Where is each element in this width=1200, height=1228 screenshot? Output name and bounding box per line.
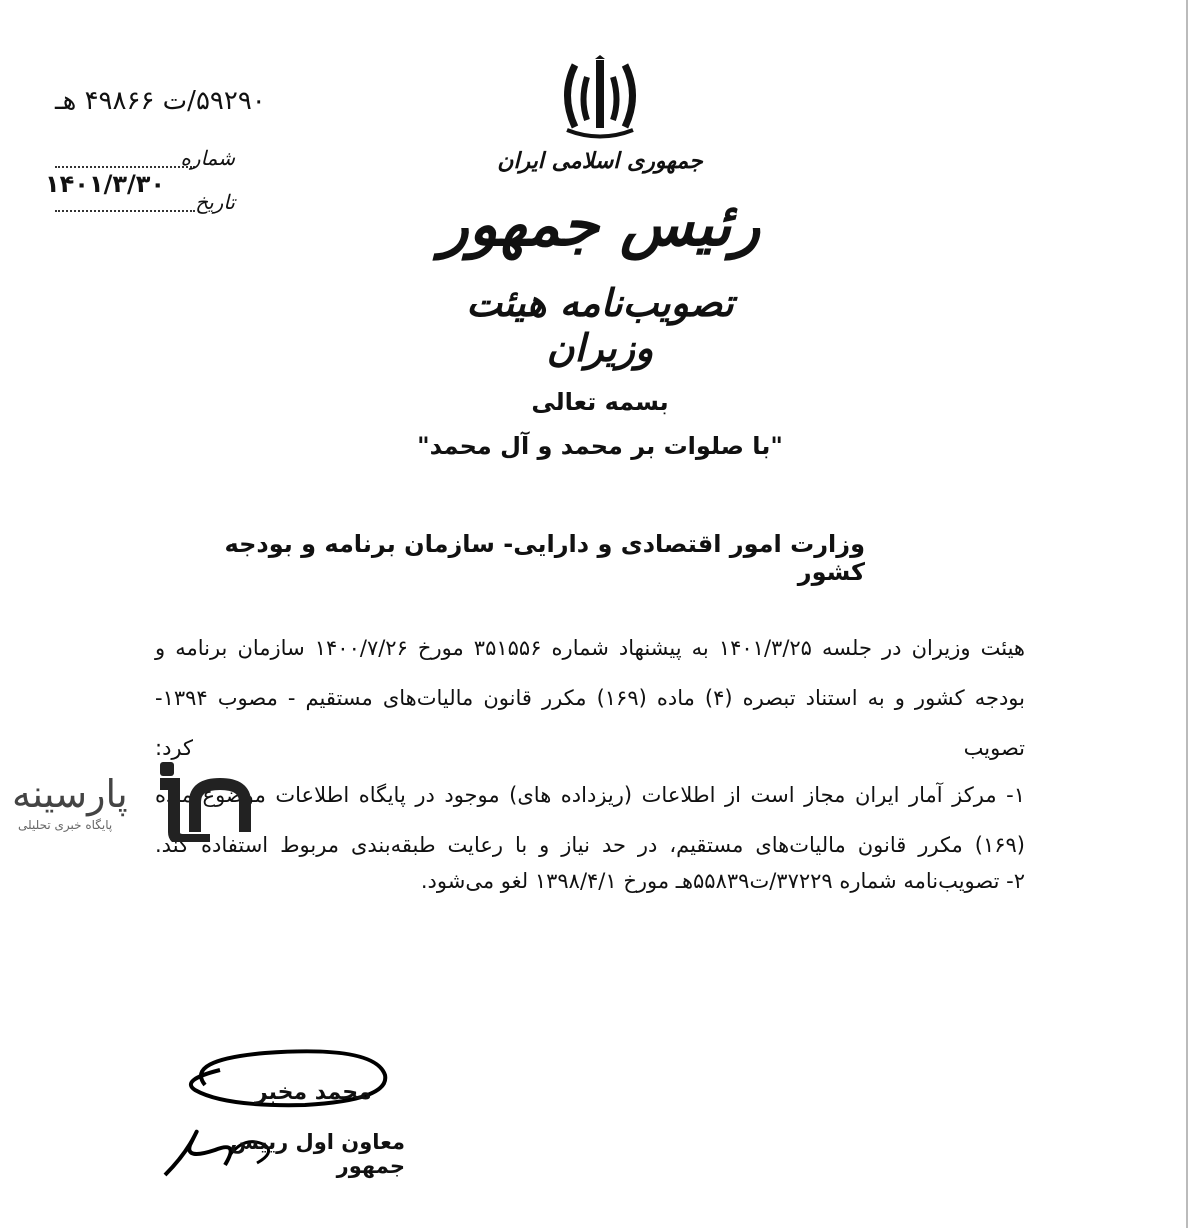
document-type: تصویب‌نامه هیئت وزیران [466,280,734,370]
date-value: ۱۴۰۱/۳/۳۰ [45,170,166,198]
iran-emblem-icon [555,55,645,140]
clause-2: ۲- تصویب‌نامه شماره ۳۷۲۲۹/ت۵۵۸۳۹هـ مورخ ۱۳۹۸/۴/۱ لغو می‌شود. [420,869,1025,893]
watermark-logo-icon [150,762,260,842]
number-row [55,146,235,172]
date-row [55,190,235,216]
watermark-name: پارسینه [12,772,128,816]
number-label: شماره [180,146,235,170]
scan-edge-line [1186,0,1188,1228]
bismillah: بسمه تعالی [531,388,669,416]
salawat: "با صلوات بر محمد و آل محمد" [417,432,783,460]
watermark-tagline: پایگاه خبری تحلیلی [18,818,113,832]
signer-name: محمد مخبر [255,1080,372,1105]
number-dotted-line [55,166,195,168]
body-intro: هیئت وزیران در جلسه ۱۴۰۱/۳/۲۵ به پیشنهاد شماره ۳۵۱۵۵۶ مورخ ۱۴۰۰/۷/۲۶ سازمان برنامه و بودجه کشور و به استناد تبصره (۴) ماده (۱۶۹) مکرر قانون مالیات‌های مستقیم - مصوب ۱۳۹۴- تصویب کرد: [155,636,1025,760]
recipients: وزارت امور اقتصادی و دارایی- سازمان برنامه و بودجه کشور [224,530,865,586]
signer-title: معاون اول رییس جمهور [229,1130,405,1178]
registration-number: ۵۹۲۹۰/ت ۴۹۸۶۶ هـ [55,86,266,116]
date-label: تاریخ [195,190,235,214]
republic-title: جمهوری اسلامی ایران [497,148,703,174]
clause-1: ۱- مرکز آمار ایران مجاز است از اطلاعات (ریزداده های) موجود در پایگاه اطلاعات موضوع ماده (۱۶۹) مکرر قانون مالیات‌های مستقیم، در حد نیاز و با رعایت طبقه‌بندی مربوط استفاده کند. [155,783,1025,857]
date-dotted-line [55,210,195,212]
office-title: رئیس جمهور [439,190,761,260]
